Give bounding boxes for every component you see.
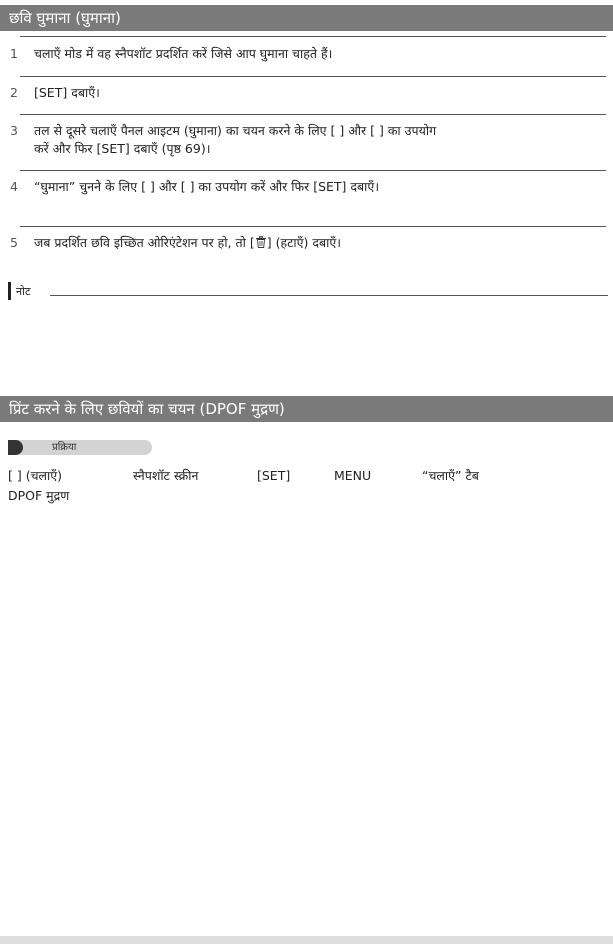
step-text: [SET] दबाएँ। xyxy=(34,85,100,100)
note-divider xyxy=(50,295,608,296)
step-text-before: जब प्रदर्शित छवि इच्छित ओरिएंटेशन पर हो, तो [ xyxy=(34,235,255,250)
page-footer-bar xyxy=(0,936,613,944)
section-title-rotate: छवि घुमाना (घुमाना) xyxy=(0,5,613,31)
step-text: “घुमाना” चुनने के लिए [ ] और [ ] का उपयोग करें और फिर [SET] दबाएँ। xyxy=(34,179,380,194)
step-4 xyxy=(10,170,606,220)
path-item-snapshot-screen: स्नैपशॉट स्क्रीन xyxy=(133,468,199,483)
procedure-label: प्रक्रिया xyxy=(52,442,77,453)
section-title-dpof: प्रिंट करने के लिए छवियों का चयन (DPOF मुद्रण) xyxy=(0,396,613,422)
step-text: चलाएँ मोड में वह स्नैपशॉट प्रदर्शित करें जिसे आप घुमाना चाहते हैं। xyxy=(34,46,333,61)
step-2 xyxy=(10,76,606,110)
step-number: 4 xyxy=(10,179,18,194)
step-number: 5 xyxy=(10,235,18,250)
step-text-line-2: करें और फिर [SET] दबाएँ (पृष्ठ 69)। xyxy=(34,141,211,156)
step-number: 1 xyxy=(10,46,18,61)
path-item-set: [SET] xyxy=(257,468,291,483)
step-3 xyxy=(10,114,606,166)
procedure-tag xyxy=(8,440,152,455)
trash-icon xyxy=(255,235,267,253)
path-item-playback-tab: “चलाएँ” टैब xyxy=(422,468,479,483)
note-heading xyxy=(8,282,608,300)
path-item-menu: MENU xyxy=(334,468,372,483)
note-marker xyxy=(8,282,11,300)
step-text-after: ] (हटाएँ) दबाएँ। xyxy=(266,235,342,250)
step-1 xyxy=(10,36,606,70)
step-number: 2 xyxy=(10,85,18,100)
path-item-playback: [ ] (चलाएँ) xyxy=(8,468,63,483)
procedure-marker xyxy=(8,440,23,455)
step-text-line-1: तल से दूसरे चलाएँ पैनल आइटम (घुमाना) का चयन करने के लिए [ ] और [ ] का उपयोग xyxy=(34,123,437,138)
path-item-dpof: DPOF मुद्रण xyxy=(8,488,70,503)
note-label: नोट xyxy=(16,285,31,298)
step-number: 3 xyxy=(10,123,18,138)
step-5 xyxy=(10,226,606,260)
